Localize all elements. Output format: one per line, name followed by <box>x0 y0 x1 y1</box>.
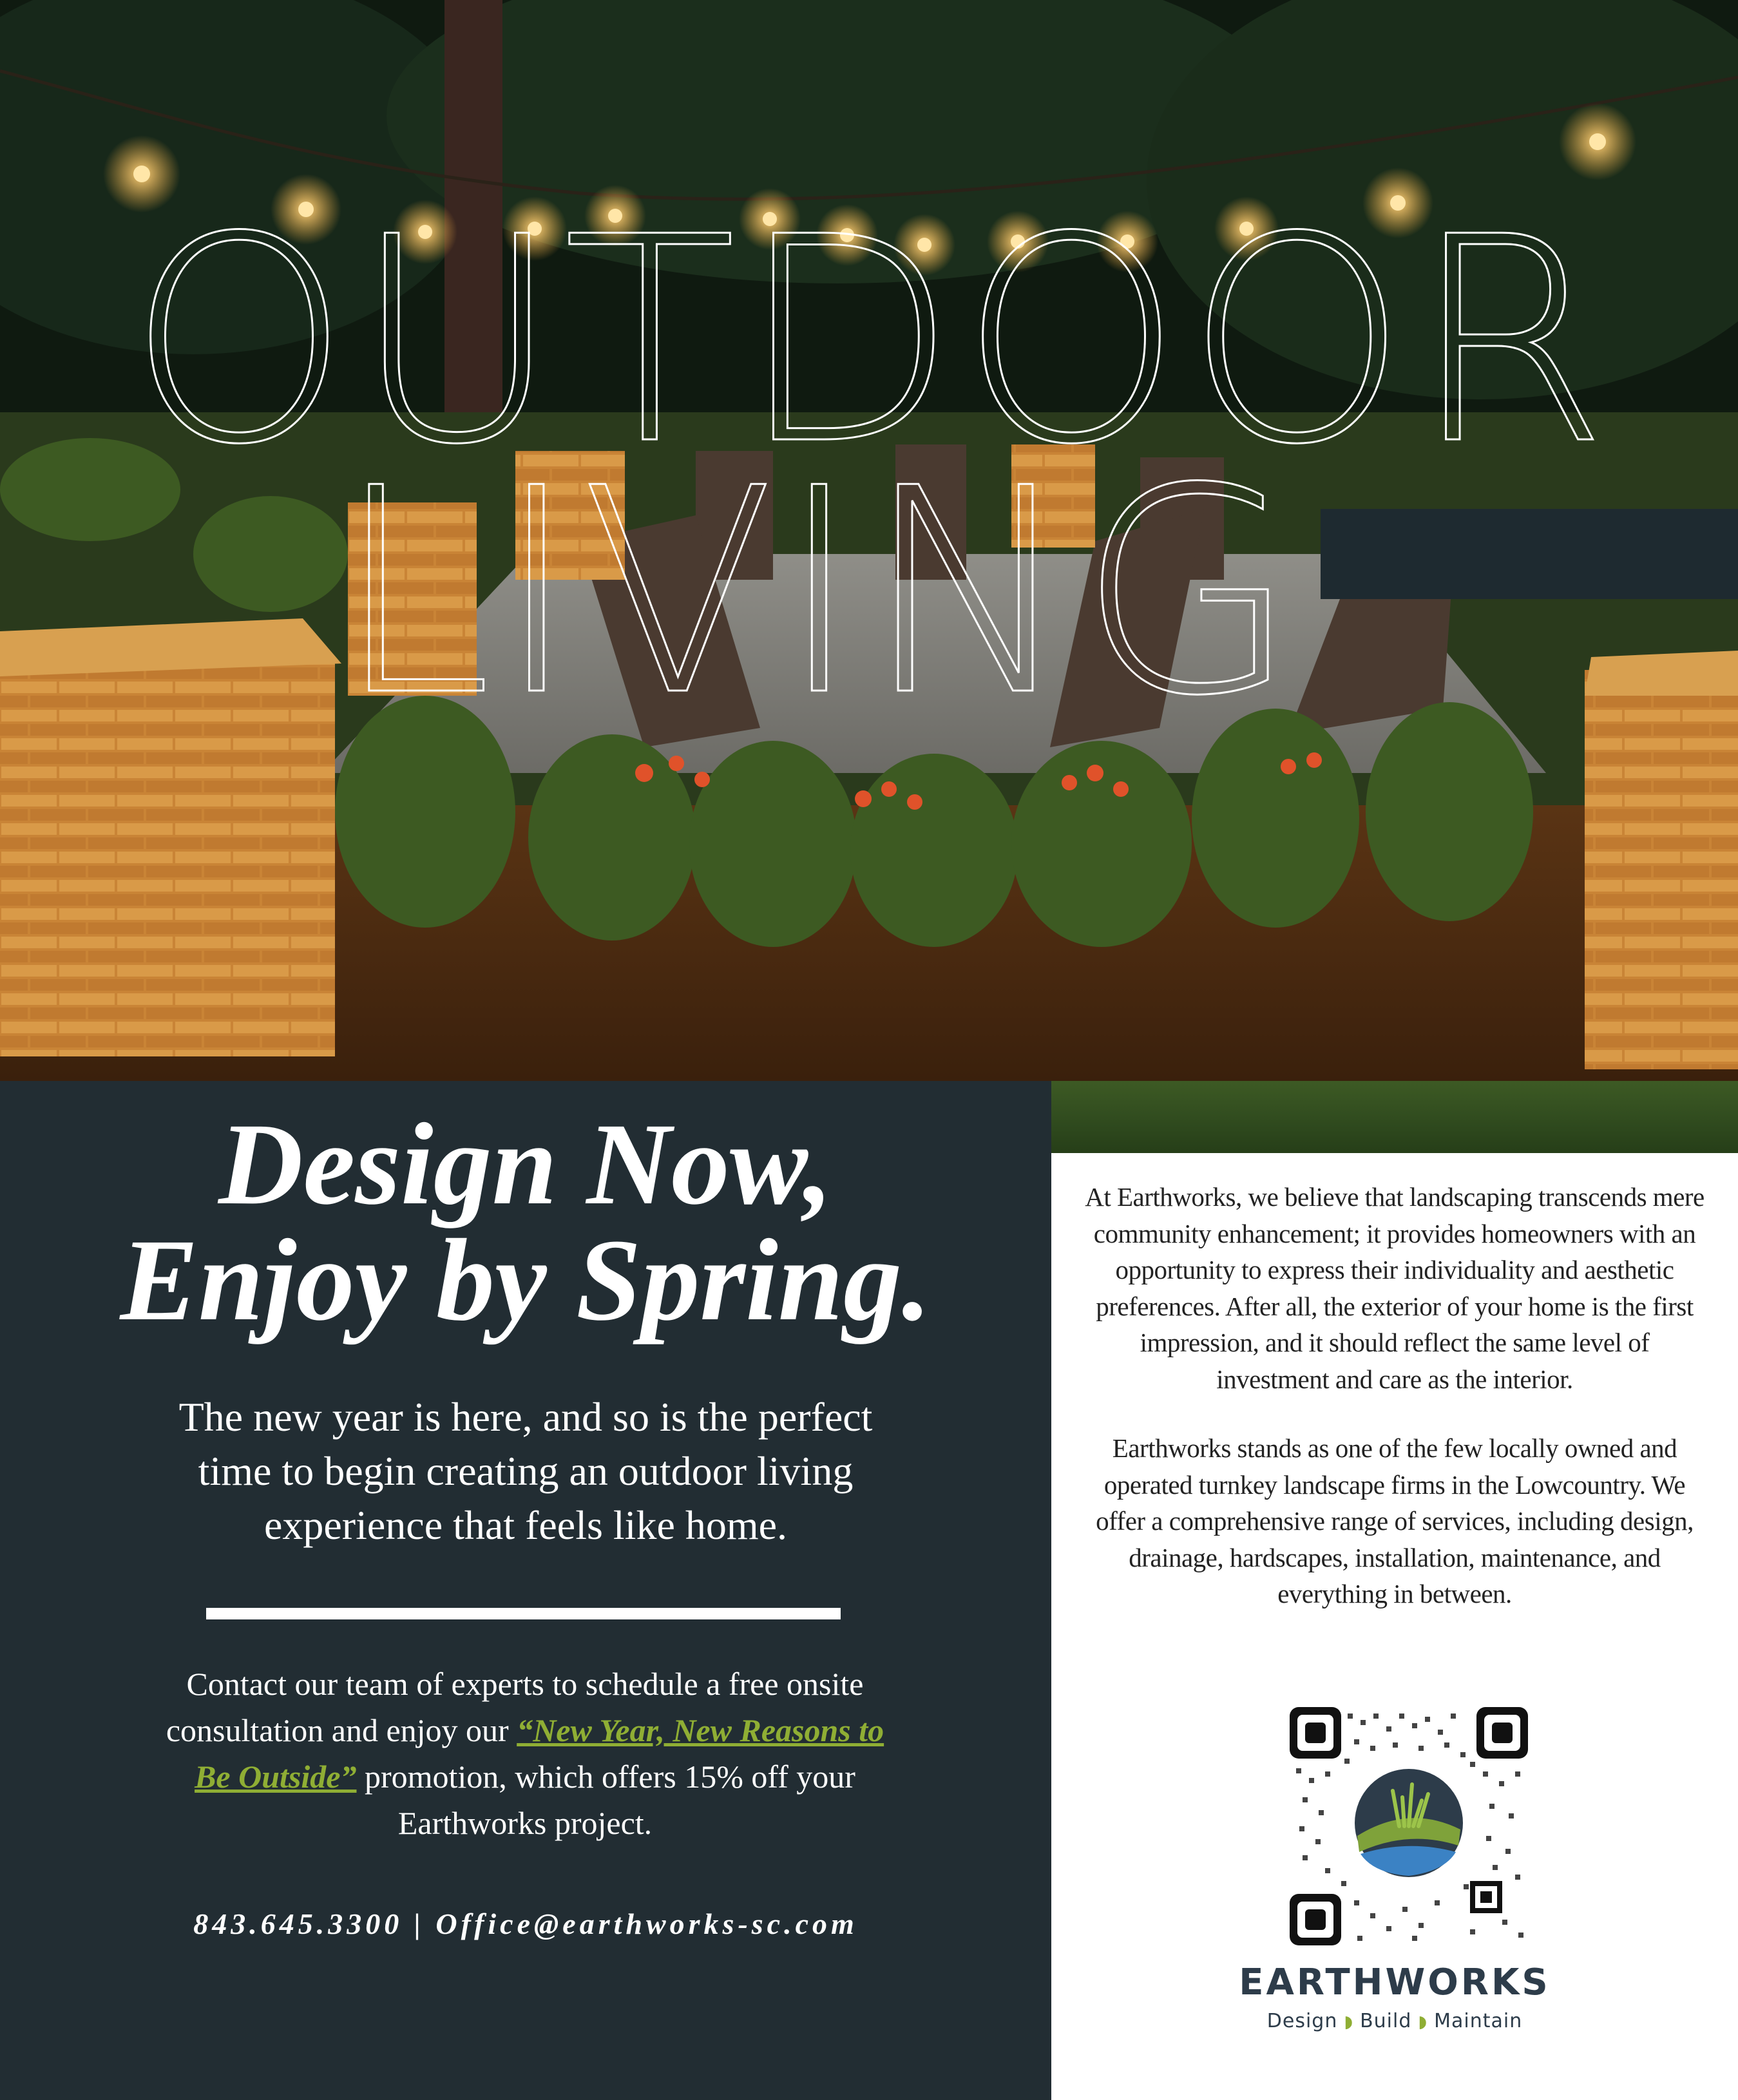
headline-line2: Enjoy by Spring. <box>120 1216 931 1345</box>
logo-tagline <box>1051 2010 1738 2032</box>
headline-line1: Design Now, <box>218 1100 833 1229</box>
tagline-build: Build <box>1360 2010 1412 2032</box>
intro-line1: The new year is here, and so is the perfect <box>178 1394 873 1440</box>
lawn-strip <box>1051 1081 1738 1153</box>
contact-text-after: promotion, which offers 15% off your Earthworks project. <box>356 1759 855 1841</box>
hero-title-line1: OUTDOOR <box>127 177 1611 506</box>
promotion-link[interactable]: “New Year, New Reasons to Be Outside” <box>195 1712 884 1795</box>
dark-content-panel <box>0 1081 1051 2100</box>
hero-title-line2: LIVING <box>334 428 1301 758</box>
intro-line3: experience that feels like home. <box>263 1502 788 1548</box>
contact-separator: | <box>414 1907 425 1940</box>
phone-number[interactable]: 843.645.3300 <box>193 1907 403 1940</box>
contact-info-line <box>0 1907 1051 1941</box>
qr-code[interactable] <box>1290 1707 1528 1945</box>
contact-paragraph <box>161 1661 889 1846</box>
white-content-panel <box>1051 1153 1738 2100</box>
earthworks-logo-wordmark: EARTHWORKS <box>1239 1962 1551 2003</box>
tagline-maintain: Maintain <box>1434 2010 1523 2032</box>
intro-line2: time to begin creating an outdoor living <box>198 1448 854 1494</box>
tagline-design: Design <box>1266 2010 1338 2032</box>
about-paragraph-2: Earthworks stands as one of the few locally owned and operated turnkey landscape firms in the Lowcountry. We offer a comprehensive range of services, including design, drainage, hardscapes, installation, maintenance, and everything in between. <box>1096 1433 1694 1608</box>
email-address[interactable]: Office@earthworks-sc.com <box>435 1907 858 1940</box>
tagline-separator-icon: ◗ <box>1418 2012 1428 2032</box>
contact-text-before: Contact our team of experts to schedule a free onsite consultation and enjoy our <box>166 1666 864 1748</box>
tagline-separator-icon: ◗ <box>1344 2012 1354 2032</box>
intro-paragraph <box>116 1390 935 1552</box>
divider-rule <box>206 1608 841 1619</box>
about-paragraph-1: At Earthworks, we believe that landscaping transcends mere community enhancement; it provides homeowners with an opportunity to express their individuality and aesthetic preferences. After all, the exterior of your home is the first impression, and it should reflect the same level of investment and care as the interior. <box>1085 1182 1705 1394</box>
